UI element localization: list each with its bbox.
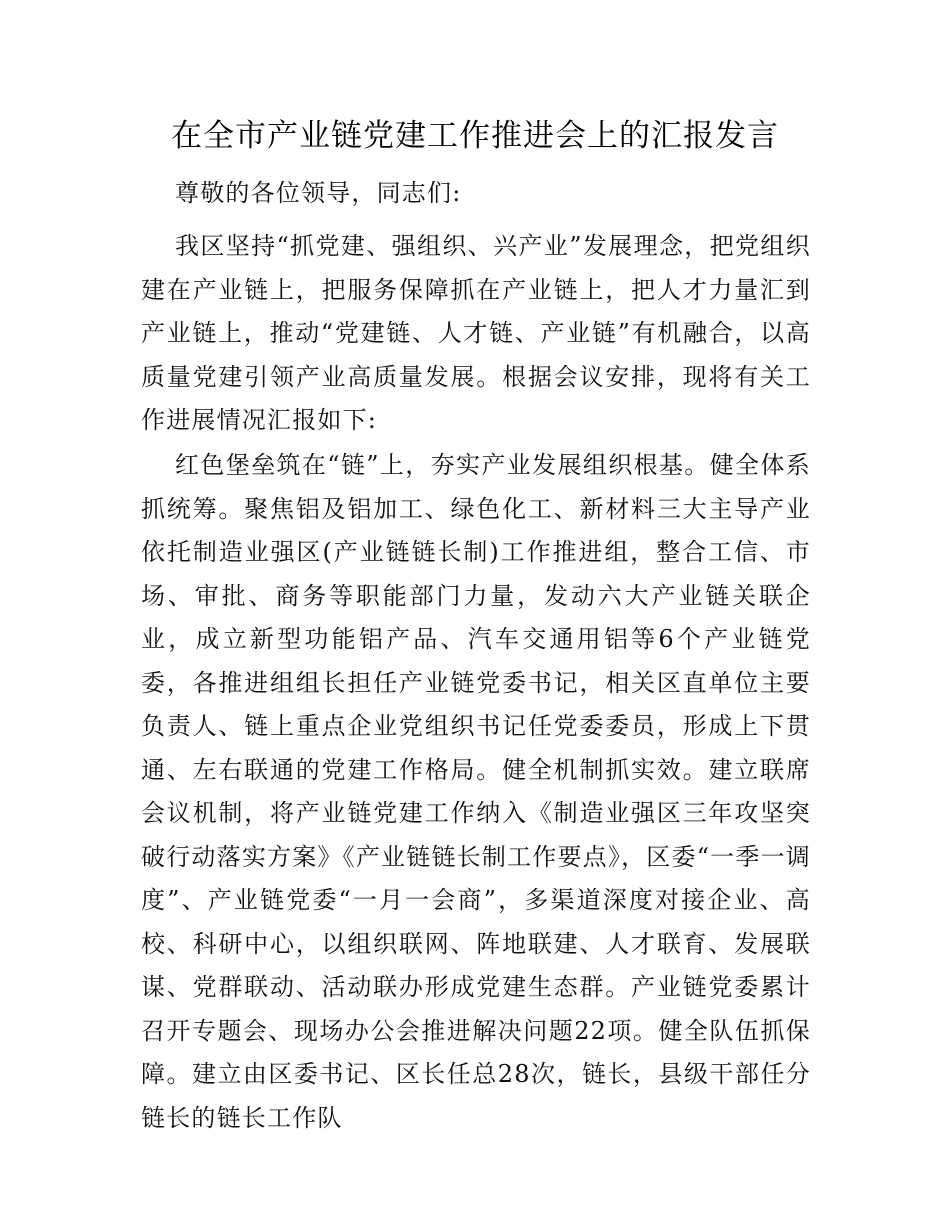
paragraph-organization: 红色堡垒筑在“链”上，夯实产业发展组织根基。健全体系抓统筹。聚焦铝及铝加工、绿色化工、新材料三大主导产业依托制造业强区(产业链链长制)工作推进组，整合工信、市场、审批、商务等职能部门力量，发动六大产业链关联企业，成立新型功能铝产品、汽车交通用铝等6个产业链党委，各推进组组长担任产业链党委书记，相关区直单位主要负责人、链上重点企业党组织书记任党委委员，形成上下贯通、左右联通的党建工作格局。健全机制抓实效。建立联席会议机制，将产业链党建工作纳入《制造业强区三年攻坚突破行动落实方案》《产业链链长制工作要点》，区委“一季一调度”、产业链党委“一月一会商”，多渠道深度对接企业、高校、科研中心，以组织联网、阵地联建、人才联育、发展联谋、党群联动、活动联办形成党建生态群。产业链党委累计召开专题会、现场办公会推进解决问题22项。健全队伍抓保障。建立由区委书记、区长任总28次，链长，县级干部任分链长的链长工作队 bbox=[141, 451, 811, 1132]
document-title: 在全市产业链党建工作推进会上的汇报发言 bbox=[171, 118, 779, 154]
greeting-line: 尊敬的各位领导，同志们: bbox=[175, 179, 462, 207]
paragraph-intro: 我区坚持“抓党建、强组织、兴产业”发展理念，把党组织建在产业链上，把服务保障抓在产业链上，把人才力量汇到产业链上，推动“党建链、人才链、产业链”有机融合，以高质量党建引领产业高质量发展。根据会议安排，现将有关工作进展情况汇报如下: bbox=[141, 232, 811, 434]
